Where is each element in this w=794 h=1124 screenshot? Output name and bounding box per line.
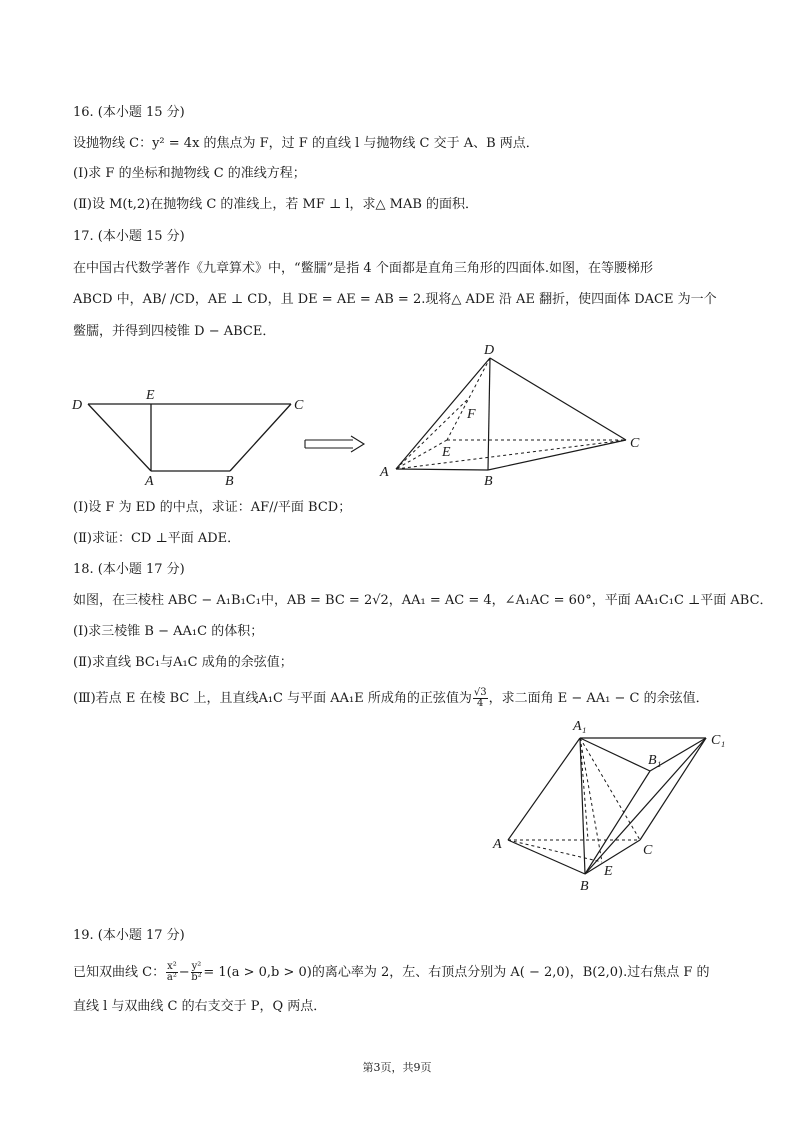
x2-over-a2-fraction: $\frac{\text{x²}}{\text{a²}}$: [166, 961, 177, 983]
q18-part1: (Ⅰ)求三棱锥 B − AA₁C 的体积；: [73, 624, 264, 639]
trapezoid-figure: [60, 385, 320, 490]
label-C1: C₁: [711, 733, 726, 748]
q16-part1: (Ⅰ)求 F 的坐标和抛物线 C 的准线方程；: [73, 166, 306, 181]
q19-header: 19. (本小题 17 分): [73, 928, 185, 943]
q16-stem: 设抛物线 C：y² = 4x 的焦点为 F，过 F 的直线 l 与抛物线 C 交于 A、B 两点．: [73, 136, 539, 151]
q17-part2: (Ⅱ)求证：CD ⊥平面 ADE．: [73, 531, 241, 546]
label-E: E: [442, 445, 451, 460]
right-arrow-icon: [303, 435, 367, 453]
q17-stem-line2: ABCD 中，AB/ /CD，AE ⊥ CD，且 DE = AE = AB = 2.现将△ ADE 沿 AE 翻折，使四面体 DACE 为一个: [73, 292, 717, 307]
label-F: F: [467, 407, 476, 422]
prism-figure: [490, 712, 740, 897]
q19-stem-line2: 直线 l 与双曲线 C 的右支交于 P，Q 两点．: [73, 999, 327, 1014]
label-D: D: [72, 398, 83, 413]
label-A: A: [145, 474, 154, 489]
q18-stem: 如图，在三棱柱 ABC − A₁B₁C₁中，AB = BC = 2√2，AA₁ = AC = 4，∠A₁AC = 60°，平面 AA₁C₁C ⊥平面 ABC．: [73, 593, 773, 608]
label-A: A: [380, 465, 389, 480]
label-B1: B₁: [648, 753, 662, 768]
label-D: D: [484, 343, 495, 358]
label-A: A: [493, 837, 502, 852]
label-C: C: [643, 843, 653, 858]
q18-part3: [73, 688, 709, 709]
label-E: E: [146, 388, 155, 403]
q18-header: 18. (本小题 17 分): [73, 562, 185, 577]
q17-stem-line3: 鳖臑，并得到四棱锥 D − ABCE．: [73, 324, 276, 339]
label-C: C: [630, 436, 640, 451]
q18-part3-text-b: ，求二面角 E − AA₁ − C 的余弦值．: [488, 691, 709, 706]
pyramid-figure: [370, 340, 660, 490]
q18-part3-text-a: (Ⅲ)若点 E 在棱 BC 上，且直线A₁C 与平面 AA₁E 所成角的正弦值为: [73, 691, 472, 706]
q16-part2: (Ⅱ)设 M(t,2)在抛物线 C 的准线上，若 MF ⊥ l，求△ MAB 的面积．: [73, 197, 479, 212]
q19-stem-line1: 已知双曲线 C： $\frac{\text{x²}}{\text{a²}}$ − $\frac{\text{y²}}{\text{b²}}$ = 1(a > 0,b > 0)的离心率为 2，左、右顶点分别为 A( − 2,0)，B(2,0).过右焦点 F 的: [73, 961, 710, 983]
label-B: B: [484, 474, 493, 489]
q16-header: 16. (本小题 15 分): [73, 105, 185, 120]
label-B: B: [580, 879, 589, 894]
q18-part2: (Ⅱ)求直线 BC₁与A₁C 成角的余弦值；: [73, 655, 293, 670]
y2-over-b2-fraction: $\frac{\text{y²}}{\text{b²}}$: [191, 961, 202, 983]
label-B: B: [225, 474, 234, 489]
q17-part1: (Ⅰ)设 F 为 ED 的中点，求证：AF//平面 BCD；: [73, 500, 352, 515]
q17-stem-line1: 在中国古代数学著作《九章算术》中，“鳖臑”是指 4 个面都是直角三角形的四面体.如图，在等腰梯形: [73, 261, 653, 276]
sqrt3-over-4-fraction: $\frac{√3}{4}$: [473, 687, 487, 709]
page-footer: 第3页，共9页: [362, 1061, 432, 1074]
label-C: C: [294, 398, 304, 413]
label-E: E: [604, 864, 613, 879]
label-A1: A₁: [573, 719, 587, 734]
q17-header: 17. (本小题 15 分): [73, 229, 185, 244]
